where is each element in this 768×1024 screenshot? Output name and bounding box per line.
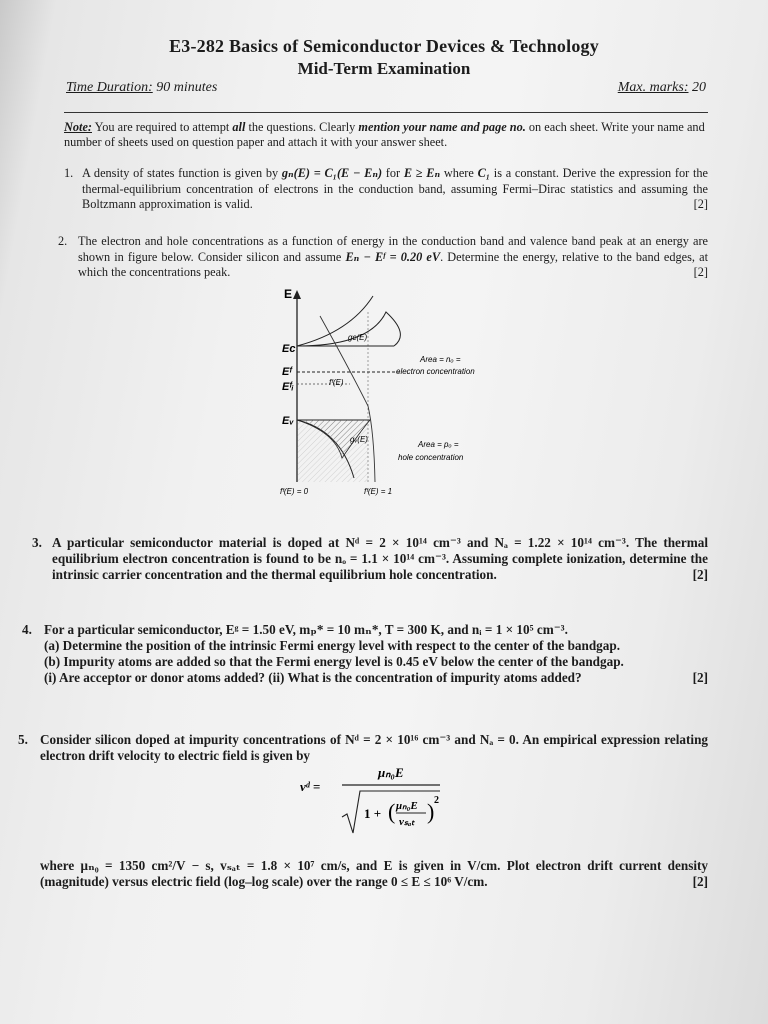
q3-text: A particular semiconductor material is doped at Nᵈ = 2 × 10¹⁴ cm⁻³ and Nₐ = 1.22 × 10¹⁴ cm⁻³. The thermal equilibrium electron concentration is found to be nₒ = 1.1 × 10¹⁴ cm⁻³. Assuming complete ionization, determine the intrinsic carrier concentration and the thermal equilibrium hole concentration.: [52, 535, 708, 582]
eq-one-plus: 1 +: [364, 806, 382, 821]
ev-label: Eᵥ: [282, 415, 294, 427]
axis-label-e: E: [284, 287, 293, 301]
q1-math-c: C₁: [477, 166, 491, 180]
q4-marks: [2]: [692, 670, 708, 685]
q1-number: 1.: [64, 166, 74, 180]
q1-math-a: gₙ(E) = C₁(E − Eₙ): [281, 166, 383, 180]
question-5-intro: Consider silicon doped at impurity concentrations of Nᵈ = 2 × 10¹⁶ cm⁻³ and Nₐ = 0. An empirical expression relating electron drift velocity to electric field is given by: [40, 732, 708, 763]
q4-text: For a particular semiconductor, Eᵍ = 1.50 eV, mₚ* = 10 mₙ*, T = 300 K, and nᵢ = 1 × 10⁵ cm⁻³.: [44, 622, 568, 637]
q5-marks: [2]: [692, 874, 708, 889]
eq-numerator: μₙ₀E: [378, 765, 404, 780]
q1-math-b: E ≥ Eₙ: [403, 166, 441, 180]
q2-math-a: Eₙ − Eᶠ = 0.20 eV: [345, 249, 441, 264]
note-all: all: [232, 120, 246, 134]
area-p-label-1: Area = pₒ =: [418, 440, 459, 449]
band-concentration-figure: [270, 282, 510, 500]
question-2: [78, 234, 708, 281]
question-1: [82, 166, 708, 213]
exam-title: Mid-Term Examination: [297, 59, 471, 78]
max-marks: [618, 80, 706, 96]
note-emph: mention your name and page no.: [358, 120, 526, 134]
q2-number: 2.: [58, 234, 68, 248]
q2-marks: [2]: [693, 265, 708, 279]
question-3: [52, 535, 708, 583]
note-text-2: the questions. Clearly: [248, 120, 356, 134]
ff-label: fᶠ(E): [329, 378, 344, 387]
ef-label: Eᶠ: [282, 366, 292, 378]
q1-text-b: for: [382, 166, 404, 180]
gv-label: gᵥ(E): [350, 435, 368, 444]
note-label: Note:: [64, 120, 92, 134]
q3-number: 3.: [32, 535, 42, 550]
ec-label: Eᴄ: [282, 343, 296, 355]
marks-value: 20: [692, 80, 706, 95]
q4-part-b: (b) Impurity atoms are added so that the Fermi energy level is 0.45 eV below the center of the bandgap.: [44, 654, 624, 669]
q1-marks: [2]: [693, 197, 708, 211]
header-divider: [64, 112, 708, 113]
q1-text-d: is a constant. Derive the expression for the thermal-equilibrium concentration of electrons in the conduction band, assuming Fermi–Dirac statistics and assuming the Boltzmann approximation is valid.: [82, 166, 708, 211]
eq-lhs: vᵈ =: [300, 779, 321, 794]
q2-text-a: The electron and hole concentrations as a function of energy in the conduction band and valence band peak at an energy are shown in figure below. Consider silicon and assume: [78, 234, 708, 264]
note-text-1: You are required to attempt: [94, 120, 230, 134]
eq-exponent: 2: [434, 795, 439, 806]
q3-marks: [2]: [692, 567, 708, 582]
efi-label: Eᶠᵢ: [282, 381, 294, 393]
axis-arrow-icon: [293, 290, 301, 299]
f1-label: fᶠ(E) = 1: [364, 487, 393, 496]
note-block: [64, 120, 710, 150]
q2-text-b: . Determine the energy, relative to the band edges, at which the concentrations peak.: [78, 249, 708, 279]
gc-label: gᴄ(E): [348, 333, 368, 342]
eq-close-paren: ): [427, 799, 435, 824]
drift-velocity-equation: [300, 765, 480, 837]
duration-label: Time Duration:: [66, 80, 153, 95]
note-text-3: on each sheet. Write your name and number of sheets used on question paper and attach it with your answer sheet.: [64, 120, 705, 149]
course-title: E3-282 Basics of Semiconductor Devices & Technology: [169, 36, 599, 56]
q1-text-a: A density of states function is given by: [82, 166, 282, 180]
time-duration: [66, 80, 217, 96]
marks-label: Max. marks:: [617, 80, 689, 95]
valence-hatch: [297, 420, 368, 482]
eq-inner-numerator: μₙ₀E: [396, 800, 418, 812]
question-5-details: [40, 858, 708, 890]
eq-open-paren: (: [388, 799, 396, 824]
area-n-label-2: electron concentration: [396, 367, 475, 376]
question-4: [44, 622, 708, 686]
q5-text-b: where μₙ₀ = 1350 cm²/V − s, vₛₐₜ = 1.8 × 10⁷ cm/s, and E is given in V/cm. Plot electron drift current density (magnitude) versus electric field (log–log scale) over the range 0 ≤ E ≤ 10⁶ V/cm.: [40, 858, 708, 889]
area-n-label-1: Area = nₒ =: [420, 355, 461, 364]
q4-number: 4.: [22, 622, 32, 637]
q4-part-a: (a) Determine the position of the intrinsic Fermi energy level with respect to the center of the bandgap.: [44, 638, 620, 653]
duration-value: 90 minutes: [156, 80, 218, 95]
area-p-label-2: hole concentration: [398, 453, 464, 462]
eq-inner-denominator: vₛₐₜ: [399, 816, 415, 828]
q1-text-c: where: [440, 166, 478, 180]
f0-label: fᶠ(E) = 0: [280, 487, 309, 496]
q5-number: 5.: [18, 732, 28, 747]
q4-part-c: (i) Are acceptor or donor atoms added? (ii) What is the concentration of impurity atoms added?: [44, 670, 582, 685]
